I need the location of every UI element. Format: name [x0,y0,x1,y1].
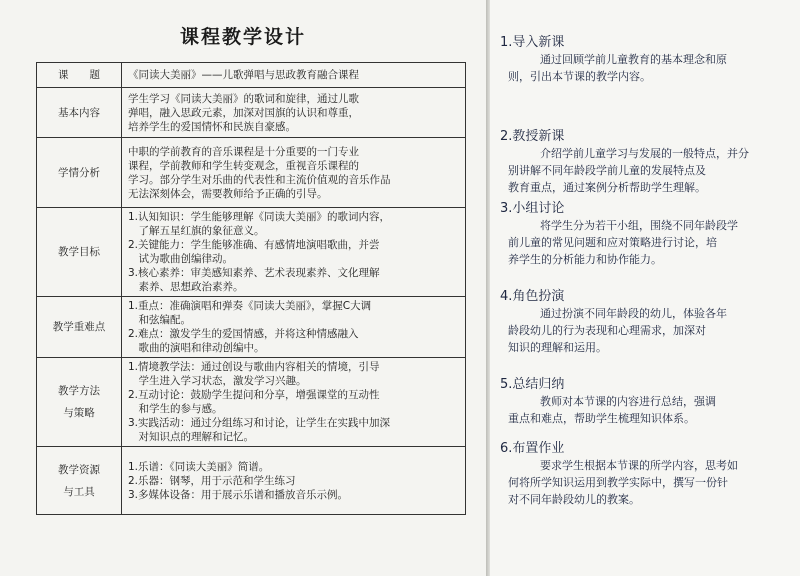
content-line: 1.情境教学法：通过创设与歌曲内容相关的情境，引导 [128,361,380,373]
content-line: 学生进入学习状态，激发学习兴趣。 [128,375,307,387]
content-line: 对知识点的理解和记忆。 [128,431,254,443]
row-label: 学情分析 [37,138,122,208]
section-body [500,51,792,85]
row-content [122,208,466,297]
section-heading: 2.教授新课 [500,129,565,144]
content-line: 2.难点：激发学生的爱国情感，并将这种情感融入 [128,328,359,340]
content-line: 1.乐谱：《同读大美丽》简谱。 [128,460,270,473]
procedure-section [500,34,792,85]
row-content [122,138,466,208]
lesson-plan-table [36,62,466,515]
row-label: 教学资源 与工具 [37,447,122,515]
procedure-section [500,128,792,196]
content-line: 无法深刻体会，需要教师给予正确的引导。 [128,187,328,200]
row-content [122,63,466,88]
table-row [37,297,466,358]
procedure-section [500,440,792,508]
body-line: 别讲解不同年龄段学前儿童的发展特点及 [508,164,706,177]
section-body [500,305,792,356]
body-line: 介绍学前儿童学习与发展的一般特点，并分 [540,147,749,160]
table-row [37,358,466,447]
body-line: 知识的理解和运用。 [508,341,607,354]
row-label: 课 题 [37,63,122,88]
page-title: 课程教学设计 [179,26,306,48]
body-line: 通过回顾学前儿童教育的基本理念和原 [540,53,727,66]
body-line: 对不同年龄段幼儿的教案。 [508,493,640,506]
right-page [490,0,800,576]
procedure-section [500,376,792,427]
content-line: 试为歌曲创编律动。 [128,253,233,265]
procedure-section [500,288,792,356]
content-line: 课程，学前教师和学生转变观念，重视音乐课程的 [128,159,359,172]
content-line: 了解五星红旗的象征意义。 [128,225,265,237]
content-line: 学习。部分学生对乐曲的代表性和主流价值观的音乐作品 [128,173,391,186]
row-label: 教学方法 与策略 [37,358,122,447]
content-line: 歌曲的演唱和律动创编中。 [128,342,265,354]
body-line: 前儿童的常见问题和应对策略进行讨论，培 [508,236,717,249]
row-content [122,358,466,447]
content-line: 1.认知知识：学生能够理解《同读大美丽》的歌词内容， [128,211,391,223]
section-heading: 3.小组讨论 [500,201,565,216]
table-row [37,88,466,138]
section-heading: 4.角色扮演 [500,289,565,304]
table-row [37,208,466,297]
section-body [500,145,792,196]
content-line: 2.乐器：钢琴，用于示范和学生练习 [128,474,296,487]
content-line: 中职的学前教育的音乐课程是十分重要的一门专业 [128,145,359,158]
body-line: 通过扮演不同年龄段的幼儿，体验各年 [540,307,727,320]
content-line: 3.实践活动：通过分组练习和讨论，让学生在实践中加深 [128,417,391,429]
content-line: 弹唱，融入思政元素，加深对国旗的认识和尊重， [128,106,359,119]
section-heading: 5.总结归纳 [500,377,565,392]
table-row [37,447,466,515]
content-line: 2.关键能力：学生能够准确、有感情地演唱歌曲，并尝 [128,239,380,251]
body-line: 养学生的分析能力和协作能力。 [508,253,662,266]
row-content [122,447,466,515]
content-line: 3.多媒体设备：用于展示乐谱和播放音乐示例。 [128,488,349,501]
body-line: 将学生分为若干小组，围绕不同年龄段学 [540,219,738,232]
body-line: 龄段幼儿的行为表现和心理需求，加深对 [508,324,706,337]
row-content [122,297,466,358]
section-heading: 6.布置作业 [500,441,565,456]
content-line: 和弦编配。 [128,314,191,326]
section-heading: 1.导入新课 [500,35,565,50]
section-body [500,393,792,427]
body-line: 教师对本节课的内容进行总结，强调 [540,395,716,408]
section-body [500,457,792,508]
body-line: 何将所学知识运用到教学实际中，撰写一份针 [508,476,728,489]
content-line: 1.重点：准确演唱和弹奏《同读大美丽》，掌握C大调 [128,300,372,312]
row-label: 教学重难点 [37,297,122,358]
table-row [37,138,466,208]
table-row [37,63,466,88]
body-line: 要求学生根据本节课的所学内容，思考如 [540,459,738,472]
procedure-section [500,200,792,268]
body-line: 教育重点，通过案例分析帮助学生理解。 [508,181,706,194]
content-line: 培养学生的爱国情怀和民族自豪感。 [128,120,296,133]
row-label: 教学目标 [37,208,122,297]
body-line: 重点和难点，帮助学生梳理知识体系。 [508,412,695,425]
content-line: 3.核心素养：审美感知素养、艺术表现素养、文化理解 [128,267,380,279]
row-content [122,88,466,138]
content-line: 2.互动讨论：鼓励学生提问和分享，增强课堂的互动性 [128,389,380,401]
section-body [500,217,792,268]
content-line: 和学生的参与感。 [128,403,223,415]
content-line: 素养、思想政治素养。 [128,281,244,293]
body-line: 则，引出本节课的教学内容。 [508,70,651,83]
content-line: 学生学习《同读大美丽》的歌词和旋律，通过儿歌 [128,92,359,105]
content-line: 《同读大美丽》——儿歌弹唱与思政教育融合课程 [128,69,359,81]
row-label: 基本内容 [37,88,122,138]
